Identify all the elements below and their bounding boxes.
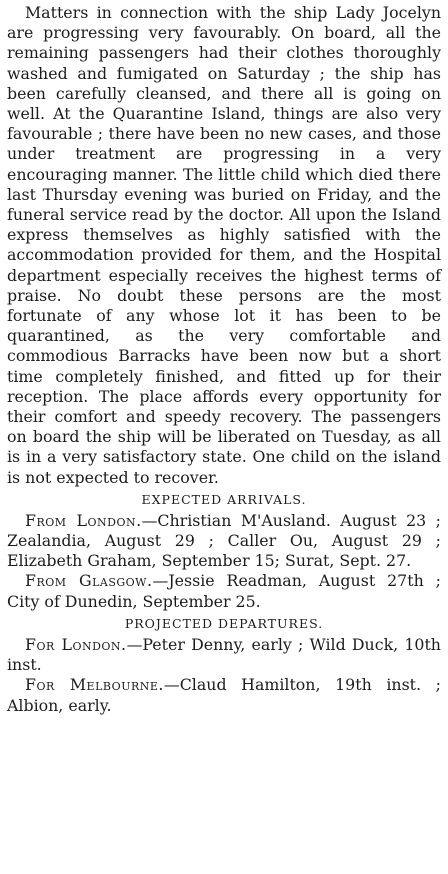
departure-entry-melbourne-text: —Claud Hamilton, 19th inst. ; Albion, early.	[7, 675, 441, 715]
departure-entry-melbourne	[7, 675, 441, 715]
departure-entry-melbourne-label: For Melbourne.	[25, 675, 164, 695]
projected-departures-heading: PROJECTED DEPARTURES.	[124, 615, 324, 631]
departure-entry-london	[7, 635, 441, 675]
arrival-entry-london	[7, 511, 441, 572]
arrival-entry-london-label: From London.	[25, 510, 142, 530]
departure-entry-london-label: For London.	[25, 634, 127, 654]
arrival-entry-london-text: —Christian M'Ausland. August 23 ; Zealandia, August 29 ; Caller Ou, August 29 ; Elizabeth Graham, September 15; Surat, Sept. 27.	[7, 510, 441, 571]
newspaper-column	[7, 0, 441, 716]
arrival-entry-glasgow-label: From Glasgow.	[25, 571, 153, 591]
expected-arrivals-heading: EXPECTED ARRIVALS.	[141, 491, 307, 507]
quarantine-report-paragraph: Matters in connection with the ship Lady Jocelyn are progressing very favourably. On board, all the remaining passengers had their clothes thoroughly washed and fumigated on Saturday ; the ship has been carefully cleansed, and there all is going on well. At the Quarantine Island, things are also very favourable ; there have been no new cases, and those under treatment are progressing in a very encouraging manner. The little child which died there last Thursday evening was buried on Friday, and the funeral service read by the doctor. All upon the Island express themselves as highly satisfied with the accommodation provided for them, and the Hospital department especially receives the highest terms of praise. No doubt these persons are the most fortunate of any whose lot it has been to be quarantined, as the very comfortable and commodious Barracks have been now but a short time completely finished, and fitted up for their reception. The place affords every opportunity for their comfort and speedy recovery. The passengers on board the ship will be liberated on Tuesday, as all is in a very satisfactory state. One child on the island is not expected to recover.	[7, 3, 441, 487]
arrival-entry-glasgow	[7, 571, 441, 611]
departure-entry-london-text: —Peter Denny, early ; Wild Duck, 10th inst.	[7, 634, 441, 675]
arrival-entry-glasgow-text: —Jessie Readman, August 27th ; City of Dunedin, September 25.	[7, 571, 442, 611]
